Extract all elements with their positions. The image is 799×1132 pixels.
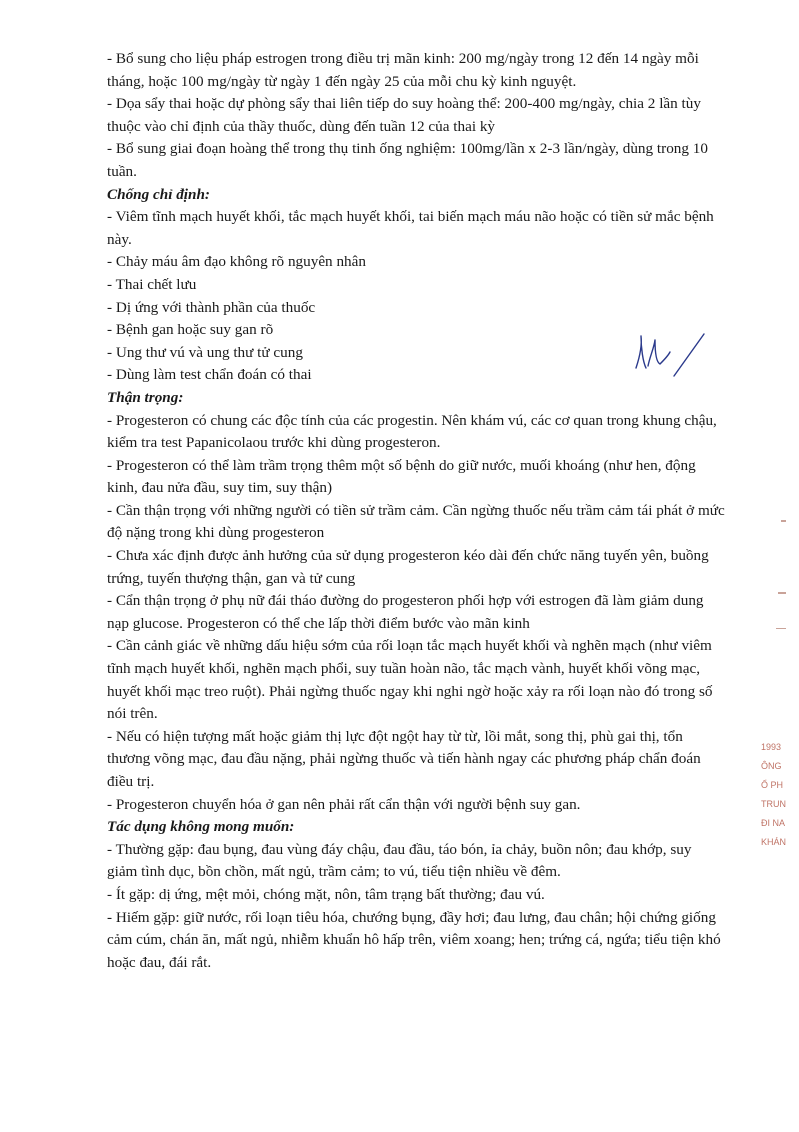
dosage-line: - Dọa sẩy thai hoặc dự phòng sẩy thai liên tiếp do suy hoàng thể: 200-400 mg/ngày, chia 2 lần tùy thuộc vào chỉ định của thầy thuốc, dùng đến tuần 12 của thai kỳ — [107, 95, 701, 135]
contraindication-item: - Viêm tĩnh mạch huyết khối, tắc mạch huyết khối, tai biến mạch máu não hoặc có tiền sử mắc bệnh này. — [107, 208, 714, 248]
precaution-item: - Cẩn thận trọng ở phụ nữ đái tháo đường do progesteron phối hợp với estrogen đã làm giảm dung nạp glucose. Progesteron có thể che lấp thời điểm bước vào mãn kinh — [107, 592, 704, 632]
precaution-item: - Cần thận trọng với những người có tiền sử trầm cảm. Cần ngừng thuốc nếu trầm cảm tái phát ở mức độ nặng trong khi dùng progesteron — [107, 501, 725, 542]
contraindication-item: - Bệnh gan hoặc suy gan rõ — [107, 321, 274, 339]
contraindications-heading: Chống chỉ định: — [107, 185, 210, 203]
precaution-item: - Progesteron có chung các độc tính của các progestin. Nên khám vú, các cơ quan trong khung chậu, kiểm tra test Papanicolaou trước khi dùng progesteron. — [107, 411, 717, 452]
precaution-item: - Progesteron có thể làm trầm trọng thêm một số bệnh do giữ nước, muối khoáng (như hen, động kinh, đau nửa đầu, suy tim, suy thận) — [107, 456, 696, 497]
side-effect-item: - Hiếm gặp: giữ nước, rối loạn tiêu hóa, chướng bụng, đầy hơi; đau lưng, đau chân; hội chứng giống cảm cúm, chán ăn, mất ngủ, nhiễm khuẩn hô hấp trên, viêm xoang; hen; trứng cá, ngứa; tiểu tiện khó hoặc đau, đái rắt. — [107, 908, 721, 971]
handwritten-signature — [628, 322, 708, 378]
side-effect-item: - Thường gặp: đau bụng, đau vùng đáy chậu, đau đầu, táo bón, ỉa chảy, buồn nôn; đau khớp, suy giảm tình dục, bồn chồn, mất ngủ, trầm cảm; to vú, tiểu tiện nhiều về đêm. — [107, 840, 692, 881]
contraindication-item: - Dị ứng với thành phần của thuốc — [107, 298, 316, 316]
stamp-edge-mark — [778, 592, 786, 594]
dosage-line: - Bổ sung giai đoạn hoàng thể trong thụ tinh ống nghiệm: 100mg/lần x 2-3 lần/ngày, dùng trong 10 tuần. — [107, 140, 708, 180]
contraindication-item: - Chảy máu âm đạo không rõ nguyên nhân — [107, 253, 366, 271]
precaution-item: - Chưa xác định được ảnh hưởng của sử dụng progesteron kéo dài đến chức năng tuyến yên, buồng trứng, tuyến thượng thận, gan và tử cung — [107, 547, 709, 587]
precautions-heading: Thận trọng: — [107, 388, 184, 406]
document-page — [107, 48, 725, 974]
contraindication-item: - Thai chết lưu — [107, 275, 197, 293]
stamp-edge-mark — [776, 628, 786, 629]
precaution-item: - Progesteron chuyển hóa ở gan nên phải rất cẩn thận với người bệnh suy gan. — [107, 795, 581, 813]
stamp-edge-mark — [781, 520, 786, 522]
contraindication-item: - Dùng làm test chẩn đoán có thai — [107, 366, 312, 384]
contraindication-item: - Ung thư vú và ung thư tử cung — [107, 343, 303, 361]
side-effect-item: - Ít gặp: dị ứng, mệt mỏi, chóng mặt, nôn, tâm trạng bất thường; đau vú. — [107, 885, 545, 903]
precaution-item: - Nếu có hiện tượng mất hoặc giảm thị lực đột ngột hay từ từ, lồi mắt, song thị, phù gai thị, tổn thương võng mạc, đau đầu nặng, phải ngừng thuốc và tiến hành ngay các phương pháp chẩn đoán điều trị. — [107, 727, 701, 790]
partial-stamp: 1993 ÔNG Ổ PH TRUN ĐI NA KHÁN — [761, 742, 787, 847]
side-effects-heading: Tác dụng không mong muốn: — [107, 818, 295, 836]
precaution-item: - Cần cảnh giác về những dấu hiệu sớm của rối loạn tắc mạch huyết khối và nghẽn mạch (như viêm tĩnh mạch huyết khối, nghẽn mạch phổi, suy tuần hoàn não, tắc mạch vành, huyết khối võng mạc, huyết khối mạc treo ruột). Phải ngừng thuốc ngay khi nghi ngờ hoặc xảy ra rối loạn nào đó trong số nói trên. — [107, 637, 713, 723]
dosage-line: - Bổ sung cho liệu pháp estrogen trong điều trị mãn kinh: 200 mg/ngày trong 12 đến 14 ngày mỗi tháng, hoặc 100 mg/ngày từ ngày 1 đến ngày 25 của mỗi chu kỳ kinh nguyệt. — [107, 50, 699, 90]
